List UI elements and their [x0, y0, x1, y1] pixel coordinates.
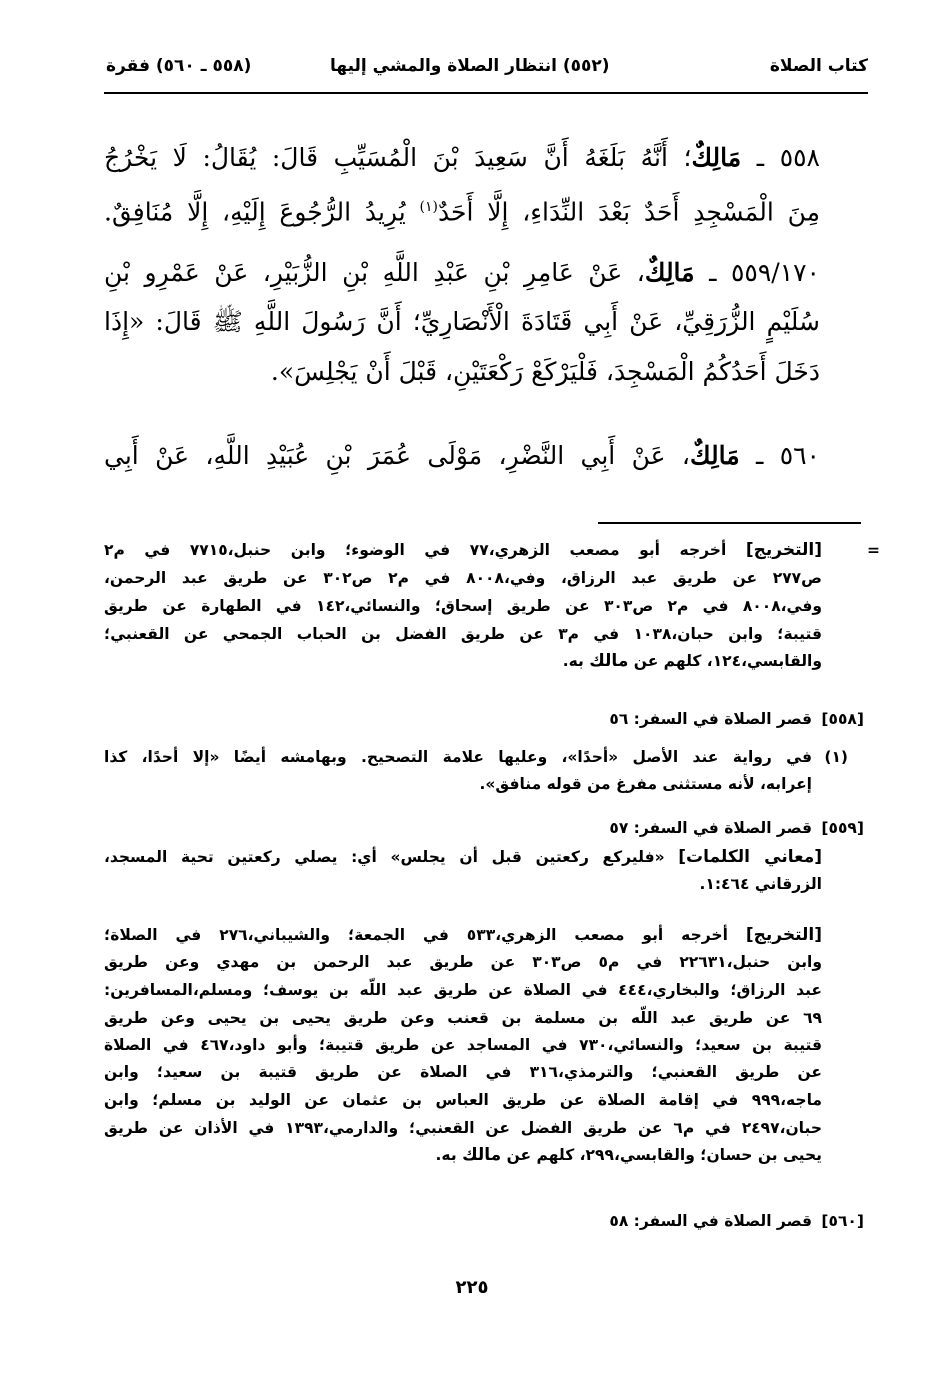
ref-560: قصر الصلاة في السفر: ٥٨ — [609, 1212, 812, 1230]
footnote-line: ٦٩ عن طريق عبد اللّه بن مسلمة بن قعنب وعن طريق يحيى بن يحيى وعن طريق — [104, 1009, 822, 1027]
narrator-name: مَالِكٌ — [689, 441, 740, 470]
footnote-line: وابن حنبل،٢٢٦٣١ في م٥ ص٣٠٣ عن طريق عبد الرحمن بن مهدي وعن طريق — [104, 953, 822, 971]
continuation-mark: = — [867, 541, 880, 559]
footnote-line: والقابسي،١٢٤، كلهم عن مالك به. — [562, 651, 822, 671]
main-line — [104, 248, 820, 298]
footnote-line: [التخريج] أخرجه أبو مصعب الزهري،٥٣٣ في الجمعة؛ والشيباني،٢٧٦ في الصلاة؛ — [104, 925, 822, 945]
footnote-line: عبد الرزاق؛ والبخاري،٤٤٤ في الصلاة عن طريق عبد اللّه بن يوسف؛ ومسلم،المسافرين: — [104, 981, 822, 999]
footnote-line: في رواية عند الأصل «أحدًا»، وعليها علامة التصحيح. وبهامشه أيضًا «إلا أحدًا، كذا — [104, 748, 812, 766]
footnote-rule — [598, 522, 861, 524]
narrator-name: مَالِكٌ — [691, 143, 742, 172]
running-head-book: كتاب الصلاة — [769, 56, 868, 76]
footnote-1-mark: (١) — [824, 748, 848, 766]
main-line: سُلَيْمٍ الزُّرَقِيِّ، عَنْ أَبِي قَتَادَةَ الْأَنْصَارِيِّ؛ أَنَّ رَسُولَ اللَّهِ ﷺ قَالَ: «إِذَا — [104, 307, 820, 336]
footnote-line: [التخريج] أخرجه أبو مصعب الزهري،٧٧ في الوضوء؛ وابن حنبل،٧٧١٥ في م٢ — [104, 540, 823, 560]
footnote-line: وفي،٨٠٠٨ في م٢ ص٣٠٣ عن طريق إسحاق؛ والنسائي،١٤٢ في الطهارة عن طريق — [104, 597, 823, 615]
ref-559: قصر الصلاة في السفر: ٥٧ — [609, 819, 812, 837]
narrator-name: مَالِكٌ — [644, 258, 695, 287]
footnote-line: قتيبة بن سعيد؛ والنسائي،٧٣٠ في المساجد عن طريق قتيبة؛ وأبو داود،٤٦٧ في الصلاة — [104, 1036, 822, 1054]
footnote-line: ص٢٧٧ عن طريق عبد الرزاق، وفي،٨٠٠٨ في م٢ ص٣٠٢ عن طريق عبد الرحمن، — [104, 569, 823, 587]
maani-label: [معاني الكلمات] — [678, 847, 822, 867]
main-line — [104, 182, 820, 232]
main-line — [104, 431, 820, 481]
text: يُرِيدُ الرُّجُوعَ إِلَيْهِ، إِلَّا مُنَافِقٌ. — [104, 197, 420, 227]
footnote-line: حبان،٢٤٩٧ في م٦ عن طريق الفضل عن القعنبي؛ والدارمي،١٣٩٣ في الأذان عن طريق — [104, 1119, 822, 1137]
takhrij-label: [التخريج] — [745, 540, 823, 560]
ref-558: قصر الصلاة في السفر: ٥٦ — [609, 710, 812, 728]
footnote-ref: (١) — [419, 199, 438, 215]
footnote-line: يحيى بن حسان؛ والقابسي،٢٩٩، كلهم عن مالك به. — [435, 1145, 822, 1165]
hadith-number: ٥٥٩/١٧٠ ـ — [709, 258, 820, 287]
main-line: دَخَلَ أَحَدُكُمُ الْمَسْجِدَ، فَلْيَرْكَعْ رَكْعَتَيْنِ، قَبْلَ أَنْ يَجْلِسَ». — [270, 357, 820, 386]
text: ؛ أَنَّهُ بَلَغَهُ أَنَّ سَعِيدَ بْنَ الْمُسَيِّبِ قَالَ: يُقَالُ: لَا يَخْرُجُ — [104, 143, 692, 172]
footnote-line: ماجه،٩٩٩ في إقامة الصلاة عن طريق العباس بن عثمان عن الوليد بن مسلم؛ وابن — [104, 1091, 822, 1109]
takhrij-label: [التخريج] — [745, 925, 822, 945]
hadith-number: ٥٥٨ ـ — [756, 143, 820, 172]
ref-mark-559: [٥٥٩] — [821, 819, 864, 837]
main-line — [104, 133, 820, 183]
footnote-line: إعرابه، لأنه مستثنى مفرغ من قوله منافق». — [479, 775, 812, 793]
running-head-chapter: (٥٥٢) انتظار الصلاة والمشي إليها — [330, 56, 610, 76]
text: ، عَنْ أَبِي النَّضْرِ، مَوْلَى عُمَرَ بْنِ عُبَيْدِ اللَّهِ، عَنْ أَبِي — [104, 441, 690, 470]
ref-mark-560: [٥٦٠] — [821, 1212, 864, 1230]
header-rule — [104, 92, 868, 94]
hadith-number: ٥٦٠ ـ — [756, 441, 820, 470]
footnote-line: عن طريق القعنبي؛ والترمذي،٣١٦ في الصلاة عن طريق قتيبة بن سعيد؛ وابن — [104, 1063, 822, 1081]
footnote-line: الزرقاني ١:٤٦٤. — [699, 875, 822, 893]
footnote-line: [معاني الكلمات] «فليركع ركعتين قبل أن يجلس» أي: يصلي ركعتين تحية المسجد، — [104, 847, 822, 867]
ref-mark-558: [٥٥٨] — [821, 710, 864, 728]
text: مِنَ الْمَسْجِدِ أَحَدٌ بَعْدَ النِّدَاءِ، إِلَّا أَحَدٌ — [437, 197, 821, 227]
running-head-paragraphs: (٥٥٨ ـ ٥٦٠) فقرة — [106, 56, 252, 76]
page-number: ٢٢٥ — [455, 1277, 489, 1298]
footnote-line: قتيبة؛ وابن حبان،١٠٣٨ في م٣ عن طريق الفضل بن الحباب الجمحي عن القعنبي؛ — [104, 625, 822, 643]
text: ، عَنْ عَامِرِ بْنِ عَبْدِ اللَّهِ بْنِ الزُّبَيْرِ، عَنْ عَمْرِو بْنِ — [104, 258, 645, 287]
